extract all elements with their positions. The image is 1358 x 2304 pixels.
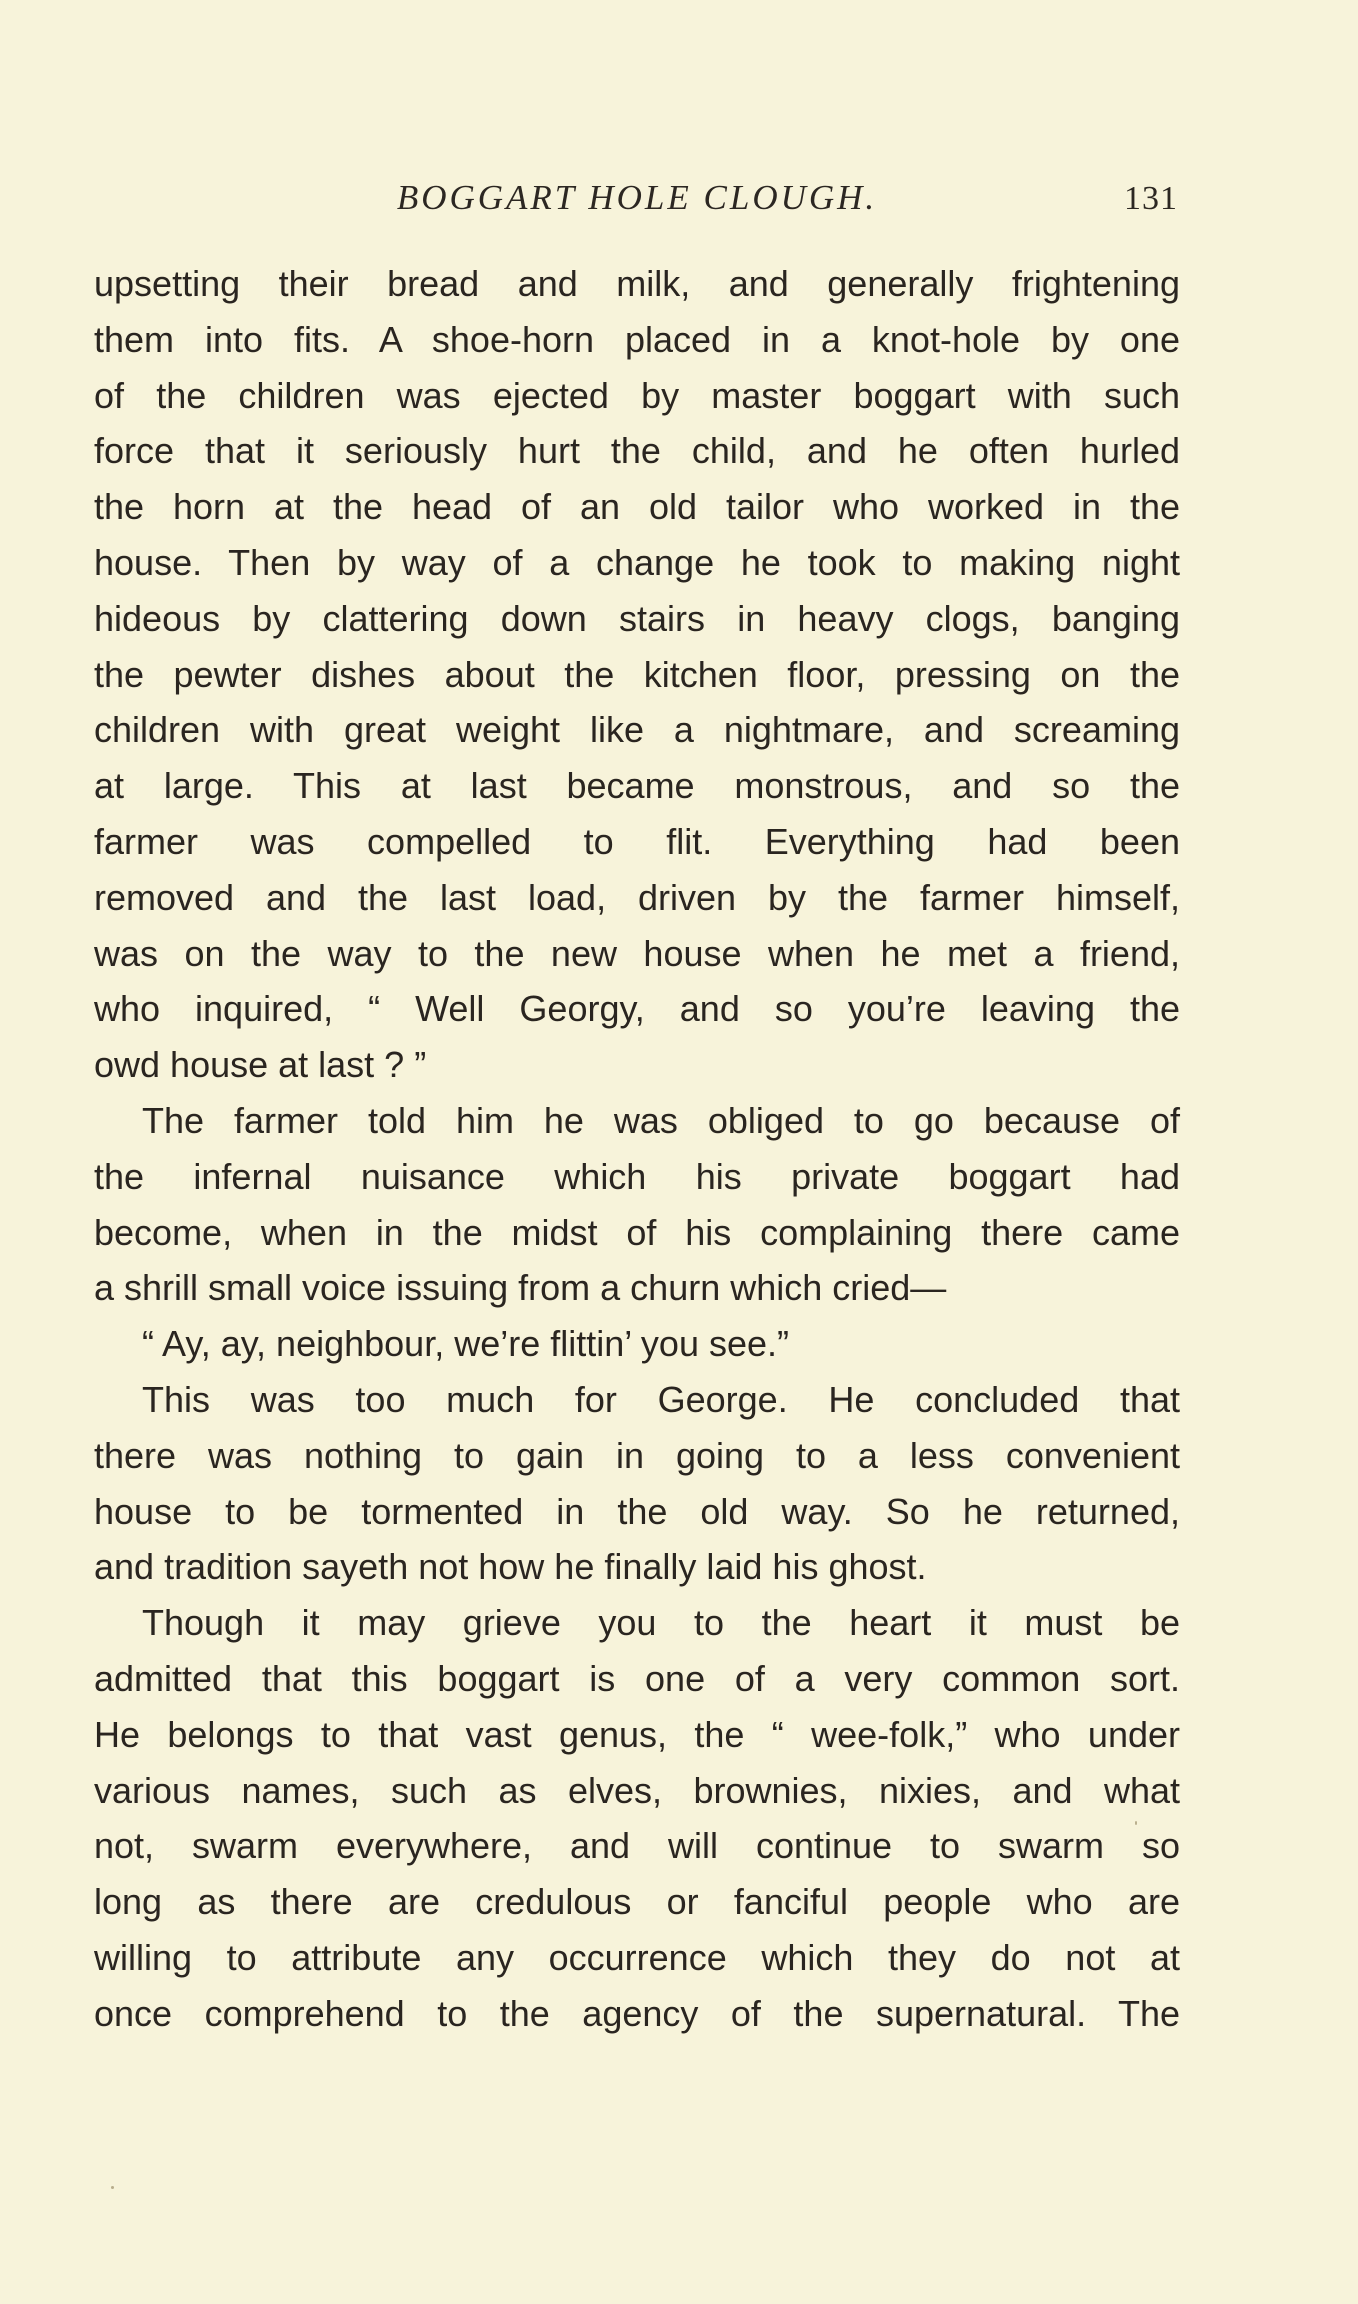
text-line: the infernal nuisance which his private boggart had — [94, 1155, 1180, 1197]
text-line: once comprehend to the agency of the supernatural. The — [94, 1992, 1180, 2034]
text-line: of the children was ejected by master boggart with such — [94, 374, 1180, 416]
text-line: various names, such as elves, brownies, nixies, and what — [94, 1769, 1180, 1811]
text-line: willing to attribute any occurrence which they do not at — [94, 1936, 1180, 1978]
running-title: BOGGART HOLE CLOUGH. — [396, 178, 878, 217]
text-line: upsetting their bread and milk, and generally frightening — [94, 263, 1180, 304]
text-line: “ Ay, ay, neighbour, we’re flittin’ you see.” — [142, 1323, 789, 1365]
text-line: admitted that this boggart is one of a very common sort. — [94, 1657, 1180, 1699]
text-line: and tradition sayeth not how he finally laid his ghost. — [94, 1546, 927, 1588]
paper-speck — [1135, 1821, 1137, 1825]
text-line: force that it seriously hurt the child, and he often hurled — [94, 430, 1180, 472]
text-line: owd house at last ? ” — [94, 1044, 427, 1086]
text-line: long as there are credulous or fanciful people who are — [94, 1881, 1180, 1923]
text-line: the pewter dishes about the kitchen floor, pressing on the — [94, 653, 1180, 695]
paper-speck — [111, 2186, 114, 2189]
page-number: 131 — [1124, 180, 1178, 217]
text-line: hideous by clattering down stairs in heavy clogs, banging — [94, 597, 1180, 639]
text-line: He belongs to that vast genus, the “ wee-folk,” who under — [94, 1713, 1180, 1755]
text-line: house to be tormented in the old way. So he returned, — [94, 1490, 1180, 1532]
text-line: them into fits. A shoe-horn placed in a knot-hole by one — [94, 318, 1180, 360]
text-line: at large. This at last became monstrous, and so the — [94, 765, 1180, 807]
text-line: Though it may grieve you to the heart it must be — [142, 1602, 1180, 1644]
text-line: was on the way to the new house when he met a friend, — [94, 932, 1180, 974]
text-line: The farmer told him he was obliged to go because of — [142, 1099, 1180, 1141]
text-line: removed and the last load, driven by the farmer himself, — [94, 876, 1180, 918]
text-line: This was too much for George. He concluded that — [142, 1378, 1180, 1420]
text-line: there was nothing to gain in going to a less convenient — [94, 1434, 1180, 1476]
text-line: the horn at the head of an old tailor who worked in the — [94, 486, 1180, 528]
text-line: not, swarm everywhere, and will continue to swarm so — [94, 1825, 1180, 1867]
text-line: who inquired, “ Well Georgy, and so you’re leaving the — [94, 988, 1180, 1030]
body-text — [94, 256, 1180, 2042]
running-head — [96, 178, 1178, 228]
text-line: a shrill small voice issuing from a churn which cried— — [94, 1267, 947, 1309]
text-line: children with great weight like a nightmare, and screaming — [94, 709, 1180, 751]
text-line: farmer was compelled to flit. Everything had been — [94, 820, 1180, 862]
text-line: house. Then by way of a change he took to making night — [94, 541, 1180, 583]
text-line: become, when in the midst of his complaining there came — [94, 1211, 1180, 1253]
